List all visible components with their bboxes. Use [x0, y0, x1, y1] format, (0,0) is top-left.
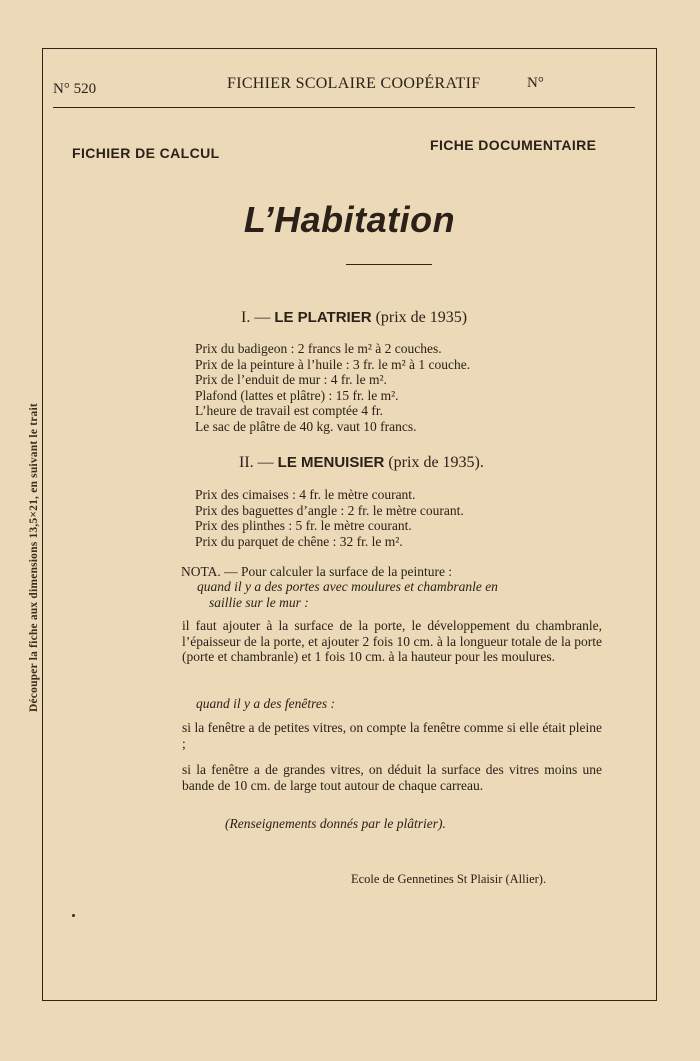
list-item: Plafond (lattes et plâtre) : 15 fr. le m². [195, 387, 399, 403]
list-item: Prix des cimaises : 4 fr. le mètre courant. [195, 487, 416, 502]
nota-intro: NOTA. — Pour calculer la surface de la peinture : [181, 564, 453, 579]
header [53, 73, 643, 97]
series-title: FICHIER SCOLAIRE COOPÉRATIF [227, 75, 481, 92]
header-rule [53, 107, 635, 108]
section-note: (prix de 1935) [375, 309, 468, 326]
list-item: Prix du badigeon : 2 francs le m² à 2 couches. [195, 341, 442, 356]
section-heading-menuisier [239, 454, 484, 472]
section-name: LE PLATRIER [274, 309, 372, 326]
list-item: Prix de l’enduit de mur : 4 fr. le m². [195, 372, 387, 387]
nota-windows-small: si la fenêtre a de petites vitres, on compte la fenêtre comme si elle était pleine ; [182, 720, 602, 751]
card-frame [42, 48, 657, 1001]
list-item: Prix des baguettes d’angle : 2 fr. le mètre courant. [195, 502, 464, 518]
list-item: Le sac de plâtre de 40 kg. vaut 10 francs. [195, 418, 417, 434]
doors-condition-line: saillie sur le mur : [209, 594, 309, 610]
subheader-right: FICHE DOCUMENTAIRE [430, 137, 597, 153]
number-label: N° [527, 75, 544, 91]
nota-windows-large: si la fenêtre a de grandes vitres, on déduit la surface des vitres moins une bande de 10 cm. de large tout autour de chaque carreau. [182, 762, 602, 793]
credit-line: (Renseignements donnés par le plâtrier). [225, 816, 446, 831]
section-numeral: II. — [239, 454, 274, 471]
title-rule [346, 264, 432, 265]
card-number: N° 520 [53, 81, 97, 97]
nota-doors-condition [197, 579, 607, 610]
page-title: L’Habitation [243, 199, 456, 240]
school-signature: Ecole de Gennetines St Plaisir (Allier). [351, 872, 547, 886]
cutting-instruction: Découper la fiche aux dimensions 13,5×21, en suivant le trait [28, 403, 40, 712]
list-item: L’heure de travail est comptée 4 fr. [195, 403, 384, 418]
section-numeral: I. — [241, 309, 271, 326]
doors-condition-line: quand il y a des portes avec moulures et chambranle en [197, 579, 498, 594]
list-item: Prix de la peinture à l’huile : 3 fr. le m² à 1 couche. [195, 356, 471, 372]
menuisier-price-list [195, 487, 464, 549]
nota-doors-rule: il faut ajouter à la surface de la porte, le développement du chambranle, l’épaisseur de la porte, et ajouter 2 fois 10 cm. à la longueur totale de la porte (porte et chambranle) et 1 fois 10 cm. à la hauteur pour les moulures. [182, 618, 602, 664]
nota-windows-condition: quand il y a des fenêtres : [196, 696, 335, 711]
subheader-left: FICHIER DE CALCUL [72, 145, 220, 161]
paper-mark [72, 914, 75, 917]
section-note: (prix de 1935). [388, 454, 484, 471]
platrier-price-list [195, 341, 470, 434]
section-name: LE MENUISIER [277, 454, 385, 471]
section-heading-platrier [241, 309, 467, 327]
list-item: Prix du parquet de chêne : 32 fr. le m². [195, 533, 403, 549]
list-item: Prix des plinthes : 5 fr. le mètre courant. [195, 518, 412, 533]
